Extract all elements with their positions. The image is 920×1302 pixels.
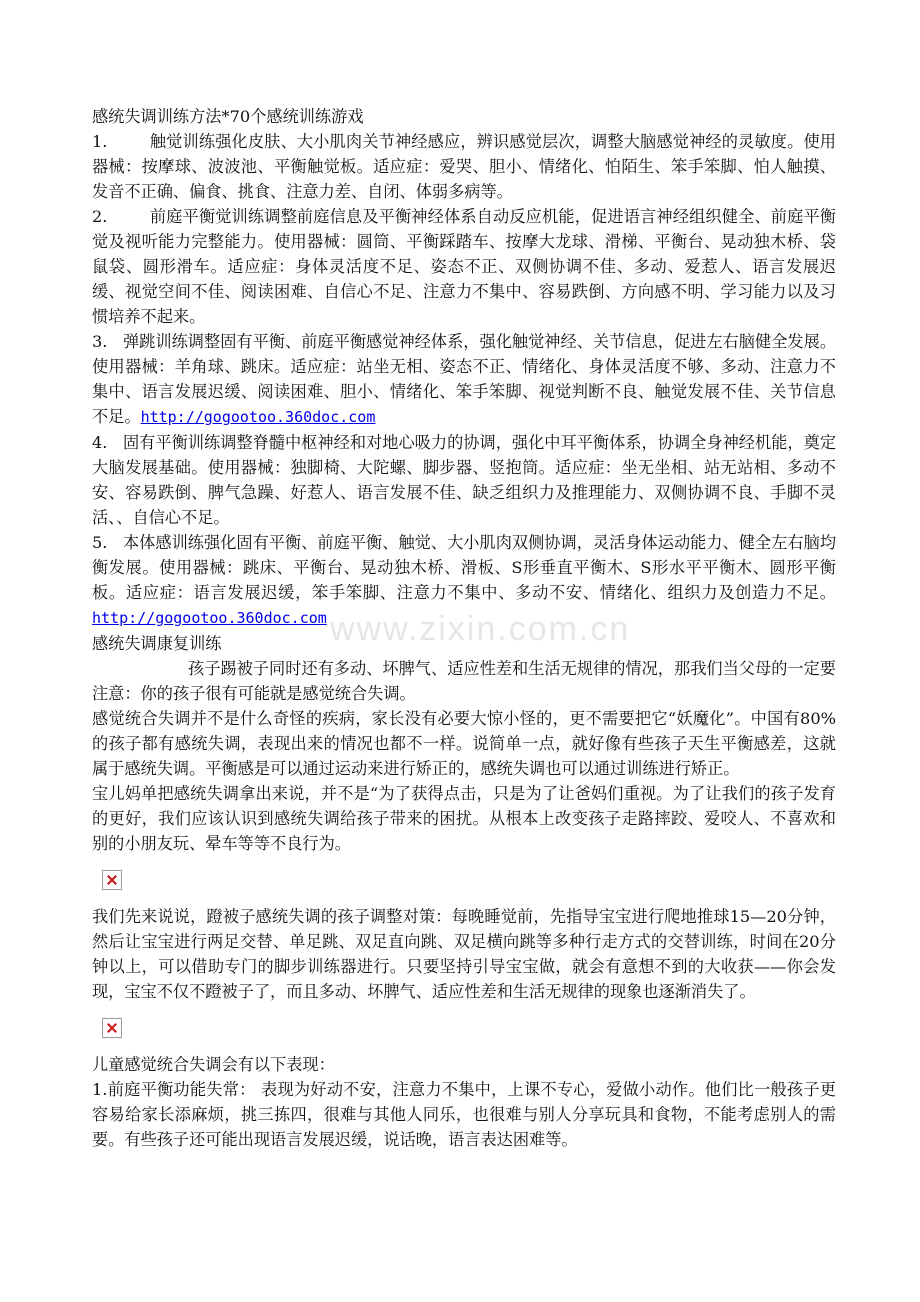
paragraph: 宝儿妈单把感统失调拿出来说，并不是“为了获得点击，只是为了让爸妈们重视。为了让我们的孩子发育的更好，我们应该认识到感统失调给孩子带来的困扰。从根本上改变孩子走路摔跤、爱咬人、不喜欢和别的小朋友玩、晕车等等不良行为。 bbox=[92, 784, 836, 853]
item-text: 本体感训练强化固有平衡、前庭平衡、触觉、大小肌肉双侧协调，灵活身体运动能力、健全左右脑均衡发展。使用器械：跳床、平衡台、晃动独木桥、滑板、S形垂直平衡木、S形水平平衡木、圆形平衡板。适应症：语言发展迟缓，笨手笨脚、注意力不集中、多动不安、情绪化、组织力及创造力不足。 bbox=[92, 533, 837, 602]
document-title: 感统失调训练方法*70个感统训练游戏 bbox=[92, 107, 364, 126]
paragraph: 孩子踢被子同时还有多动、坏脾气、适应性差和生活无规律的情况，那我们当父母的一定要注意：你的孩子很有可能就是感觉统合失调。 bbox=[92, 659, 836, 703]
paragraph: 1.前庭平衡功能失常： 表现为好动不安，注意力不集中，上课不专心，爱做小动作。他们比一般孩子更容易给家长添麻烦，挑三拣四，很难与其他人同乐，也很难与别人分享玩具和食物，不能考虑别人的需要。有些孩子还可能出现语言发展迟缓，说话晚，语言表达困难等。 bbox=[92, 1080, 836, 1149]
source-link[interactable]: http://gogootoo.360doc.com bbox=[140, 408, 376, 426]
item-number: 2. bbox=[92, 207, 108, 226]
paragraph: 感觉统合失调并不是什么奇怪的疾病，家长没有必要大惊小怪的，更不需要把它“妖魔化”。中国有80%的孩子都有感统失调，表现出来的情况也都不一样。说简单一点，就好像有些孩子天生平衡感差，这就属于感统失调。平衡感是可以通过运动来进行矫正的，感统失调也可以通过训练进行矫正。 bbox=[92, 709, 836, 778]
item-text: 固有平衡训练调整脊髓中枢神经和对地心吸力的协调，强化中耳平衡体系，协调全身神经机能，奠定大脑发展基础。使用器械：独脚椅、大陀螺、脚步器、竖抱筒。适应症：坐无坐相、站无站相、多动不安、容易跌倒、脾气急躁、好惹人、语言发展不佳、缺乏组织力及推理能力、双侧协调不良、手脚不灵活、、自信心不足。 bbox=[92, 433, 837, 527]
document-body bbox=[92, 104, 836, 1152]
list-item bbox=[92, 129, 836, 204]
watermark: www.zixin.com.cn bbox=[330, 610, 631, 648]
item-number: 1. bbox=[92, 132, 108, 151]
broken-image-icon bbox=[102, 1018, 122, 1038]
broken-image-icon bbox=[102, 870, 122, 890]
paragraph: 儿童感觉统合失调会有以下表现： bbox=[92, 1055, 335, 1074]
list-item bbox=[92, 430, 836, 530]
paragraph: 我们先来说说，蹬被子感统失调的孩子调整对策：每晚睡觉前，先指导宝宝进行爬地推球15—20分钟，然后让宝宝进行两足交替、单足跳、双足直向跳、双足横向跳等多种行走方式的交替训练，时间在20分钟以上，可以借助专门的脚步训练器进行。只要坚持引导宝宝做，就会有意想不到的大收获——你会发现，宝宝不仅不蹬被子了，而且多动、坏脾气、适应性差和生活无规律的现象也逐渐消失了。 bbox=[92, 907, 836, 1001]
item-text: 前庭平衡觉训练调整前庭信息及平衡神经体系自动反应机能，促进语言神经组织健全、前庭平衡觉及视听能力完整能力。使用器械：圆筒、平衡踩踏车、按摩大龙球、滑梯、平衡台、晃动独木桥、袋鼠袋、圆形滑车。适应症：身体灵活度不足、姿态不正、双侧协调不佳、多动、爱惹人、语言发展迟缓、视觉空间不佳、阅读困难、自信心不足、注意力不集中、容易跌倒、方向感不明、学习能力以及习惯培养不起来。 bbox=[92, 207, 836, 326]
list-item bbox=[92, 204, 836, 329]
item-number: 4. bbox=[92, 433, 108, 452]
source-link[interactable]: http://gogootoo.360doc.com bbox=[92, 609, 327, 627]
section-title: 感统失调康复训练 bbox=[92, 634, 222, 653]
list-item bbox=[92, 329, 836, 430]
list-item bbox=[92, 530, 836, 631]
item-number: 3. bbox=[92, 332, 108, 351]
item-number: 5. bbox=[92, 533, 108, 552]
item-text: 触觉训练强化皮肤、大小肌肉关节神经感应，辨识感觉层次，调整大脑感觉神经的灵敏度。使用器械：按摩球、波波池、平衡触觉板。适应症：爱哭、胆小、情绪化、怕陌生、笨手笨脚、怕人触摸、发音不正确、偏食、挑食、注意力差、自闭、体弱多病等。 bbox=[92, 132, 836, 201]
item-text: 弹跳训练调整固有平衡、前庭平衡感觉神经体系，强化触觉神经、关节信息，促进左右脑健全发展。使用器械：羊角球、跳床。适应症：站坐无相、姿态不正、情绪化、身体灵活度不够、多动、注意力不集中、语言发展迟缓、阅读困难、胆小、情绪化、笨手笨脚、视觉判断不良、触觉发展不佳、关节信息不足。 bbox=[92, 332, 837, 426]
